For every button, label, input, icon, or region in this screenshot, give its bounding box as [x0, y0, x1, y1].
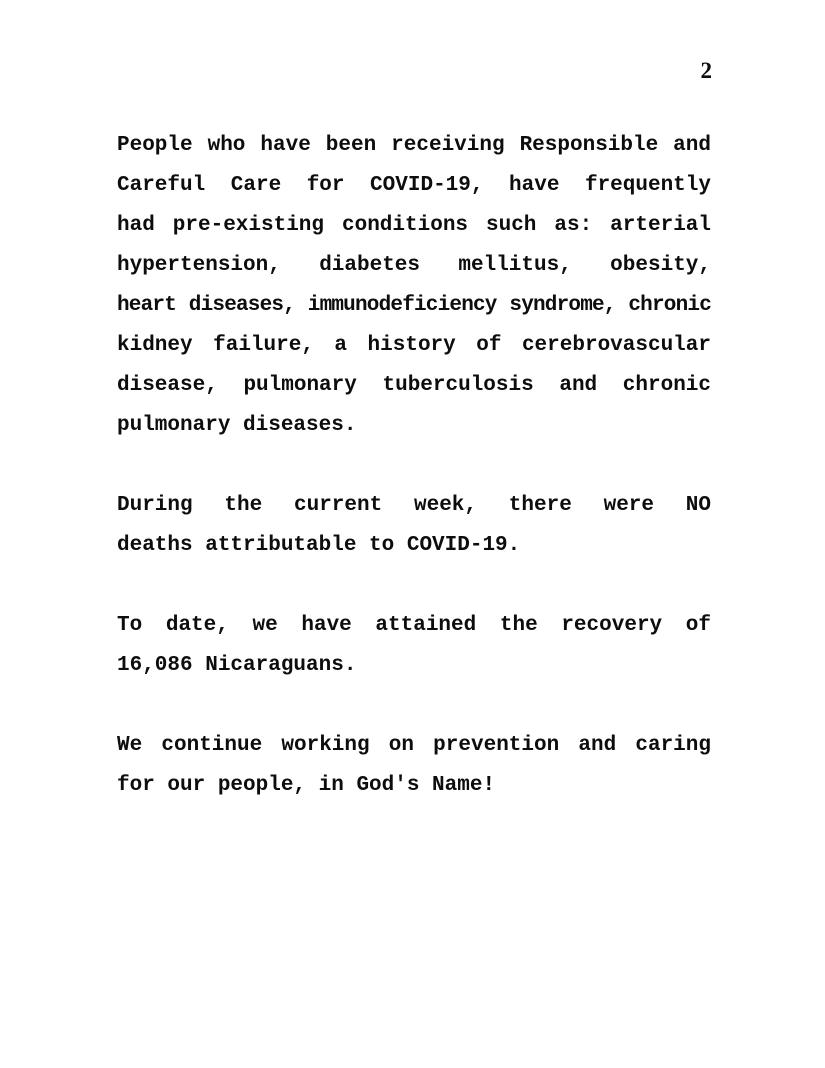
- text-line: To date, we have attained the recovery of: [117, 614, 711, 637]
- text-line: heart diseases, immunodeficiency syndrome, chronic: [117, 294, 711, 317]
- text-line: deaths attributable to COVID-19.: [117, 534, 521, 557]
- text-line: We continue working on prevention and caring: [117, 734, 711, 757]
- text-line: for our people, in God's Name!: [117, 774, 496, 797]
- text-line: hypertension, diabetes mellitus, obesity,: [117, 254, 711, 277]
- text-line: kidney failure, a history of cerebrovascular: [117, 334, 711, 357]
- paragraph-recoveries: [117, 606, 711, 686]
- text-line: disease, pulmonary tuberculosis and chronic: [117, 374, 711, 397]
- text-line: Careful Care for COVID-19, have frequently: [117, 174, 711, 197]
- text-line: pulmonary diseases.: [117, 414, 357, 437]
- paragraph-no-deaths: [117, 486, 711, 566]
- paragraph-preexisting-conditions: [117, 126, 711, 446]
- text-line: 16,086 Nicaraguans.: [117, 654, 357, 677]
- document-body: [117, 126, 711, 846]
- text-line: People who have been receiving Responsible and: [117, 134, 711, 157]
- text-line: During the current week, there were NO: [117, 494, 711, 517]
- text-line: had pre-existing conditions such as: arterial: [117, 214, 711, 237]
- page-number: 2: [700, 58, 712, 83]
- paragraph-closing: [117, 726, 711, 806]
